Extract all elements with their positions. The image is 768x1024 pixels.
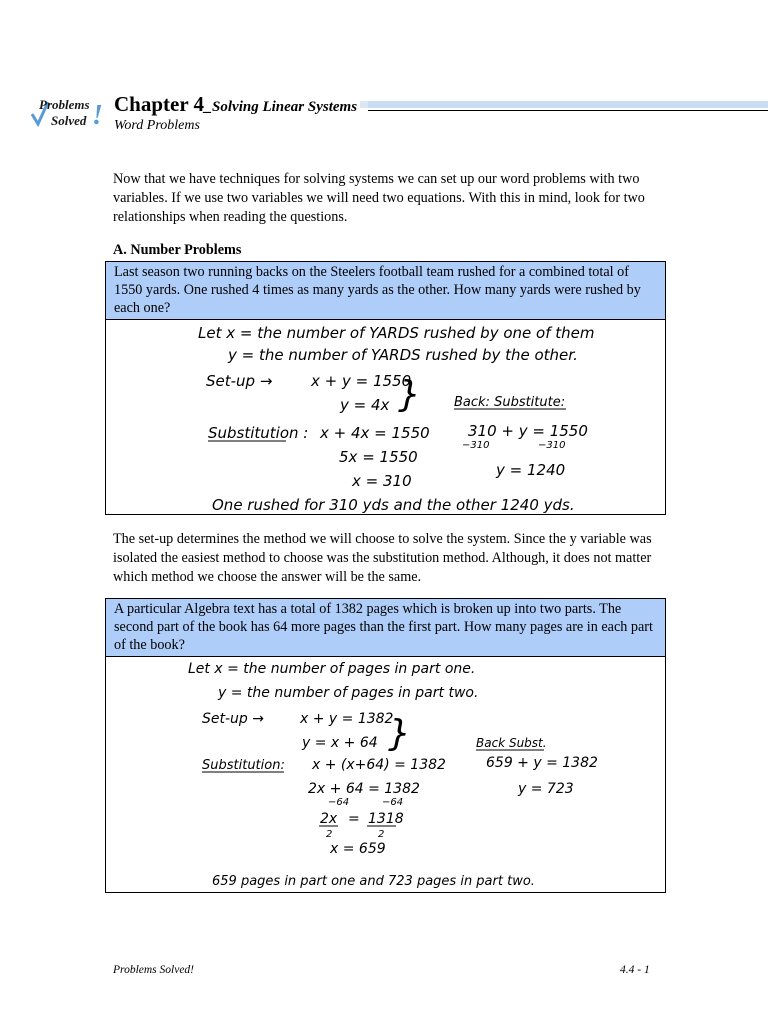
header-accent-bar [360,101,768,108]
p2-setup-label: Set-up → [202,711,264,727]
p2-back-label: Back Subst. [476,736,547,750]
p1-back1-sub-left: −310 [462,440,490,451]
p1-setup-label: Set-up → [206,372,273,390]
p1-back1: 310 + y = 1550 [468,422,588,440]
section-heading: A. Number Problems [113,242,242,258]
problems-solved-logo [30,94,110,134]
p2-back2: y = 723 [518,781,574,797]
p2-brace: } [388,713,411,754]
chapter-separator: _ [204,98,213,115]
p1-step3: x = 310 [352,472,412,490]
p2-step3-den-right: 2 [378,829,385,840]
header-rule [368,110,768,111]
logo-text-2: Solved [51,113,87,128]
p2-step2-sub-left: −64 [328,797,350,808]
page-number: 4.4 - 1 [620,964,650,976]
problem-1-work [106,320,665,514]
p2-step3-num-left: 2x [320,811,338,827]
p2-eq1: x + y = 1382 [300,711,394,727]
p1-answer: One rushed for 310 yds and the other 1240 yds. [212,496,575,514]
p1-subst-label: Substitution : [208,424,309,442]
logo-exclamation: ! [92,100,103,131]
p2-back1: 659 + y = 1382 [486,755,598,771]
p1-back-label: Back: Substitute: [454,395,566,410]
p1-step1: x + 4x = 1550 [320,424,430,442]
p2-step3-num-right: 1318 [368,811,404,827]
intro-paragraph: Now that we have techniques for solving systems we can set up our word problems with two variables. If we use two variables we will need two equations. With this in mind, look for two relationships when reading the questions. [113,171,645,225]
p2-step3-den-left: 2 [326,829,333,840]
p1-back2: y = 1240 [496,461,566,479]
problem-1-box [105,261,666,515]
p1-back1-sub-right: −310 [538,440,566,451]
topic-subtitle: Word Problems [114,118,200,133]
p2-let-y: y = the number of pages in part two. [218,685,479,701]
logo-text-1: Problems [39,97,90,112]
p2-let-x: Let x = the number of pages in part one. [188,661,476,677]
chapter-number: Chapter 4 [114,92,205,116]
p1-step2: 5x = 1550 [339,448,418,466]
problem-2-work [106,657,665,892]
p2-step1: x + (x+64) = 1382 [312,757,446,773]
transition-paragraph: The set-up determines the method we will choose to solve the system. Since the y variable was isolated the easiest method to choose was the substitution method. Although, it does not matter which method we choose the answer will be the same. [113,531,652,585]
p1-let-x: Let x = the number of YARDS rushed by one of them [198,324,595,342]
problem-1-question: Last season two running backs on the Steelers football team rushed for a combined total of 1550 yards. One rushed 4 times as many yards as the other. How many yards were rushed by each one? [106,262,665,320]
p2-step2: 2x + 64 = 1382 [308,781,420,797]
p1-eq1: x + y = 1550 [311,372,412,390]
p2-step4: x = 659 [330,841,386,857]
p1-let-y: y = the number of YARDS rushed by the other. [228,346,578,364]
p2-eq2: y = x + 64 [302,735,378,751]
p1-brace: } [398,374,421,415]
footer-left: Problems Solved! [113,964,195,976]
problem-2-question: A particular Algebra text has a total of 1382 pages which is broken up into two parts. The second part of the book has 64 more pages than the first part. How many pages are in each part of the book? [106,599,665,657]
p1-eq2: y = 4x [340,396,390,414]
p2-subst-label: Substitution: [202,758,285,773]
p2-answer: 659 pages in part one and 723 pages in part two. [212,874,535,889]
p2-step3-eq: = [348,811,360,827]
p2-step2-sub-right: −64 [382,797,404,808]
problem-2-box [105,598,666,893]
chapter-title [114,92,357,117]
chapter-subtitle: Solving Linear Systems [212,99,358,115]
